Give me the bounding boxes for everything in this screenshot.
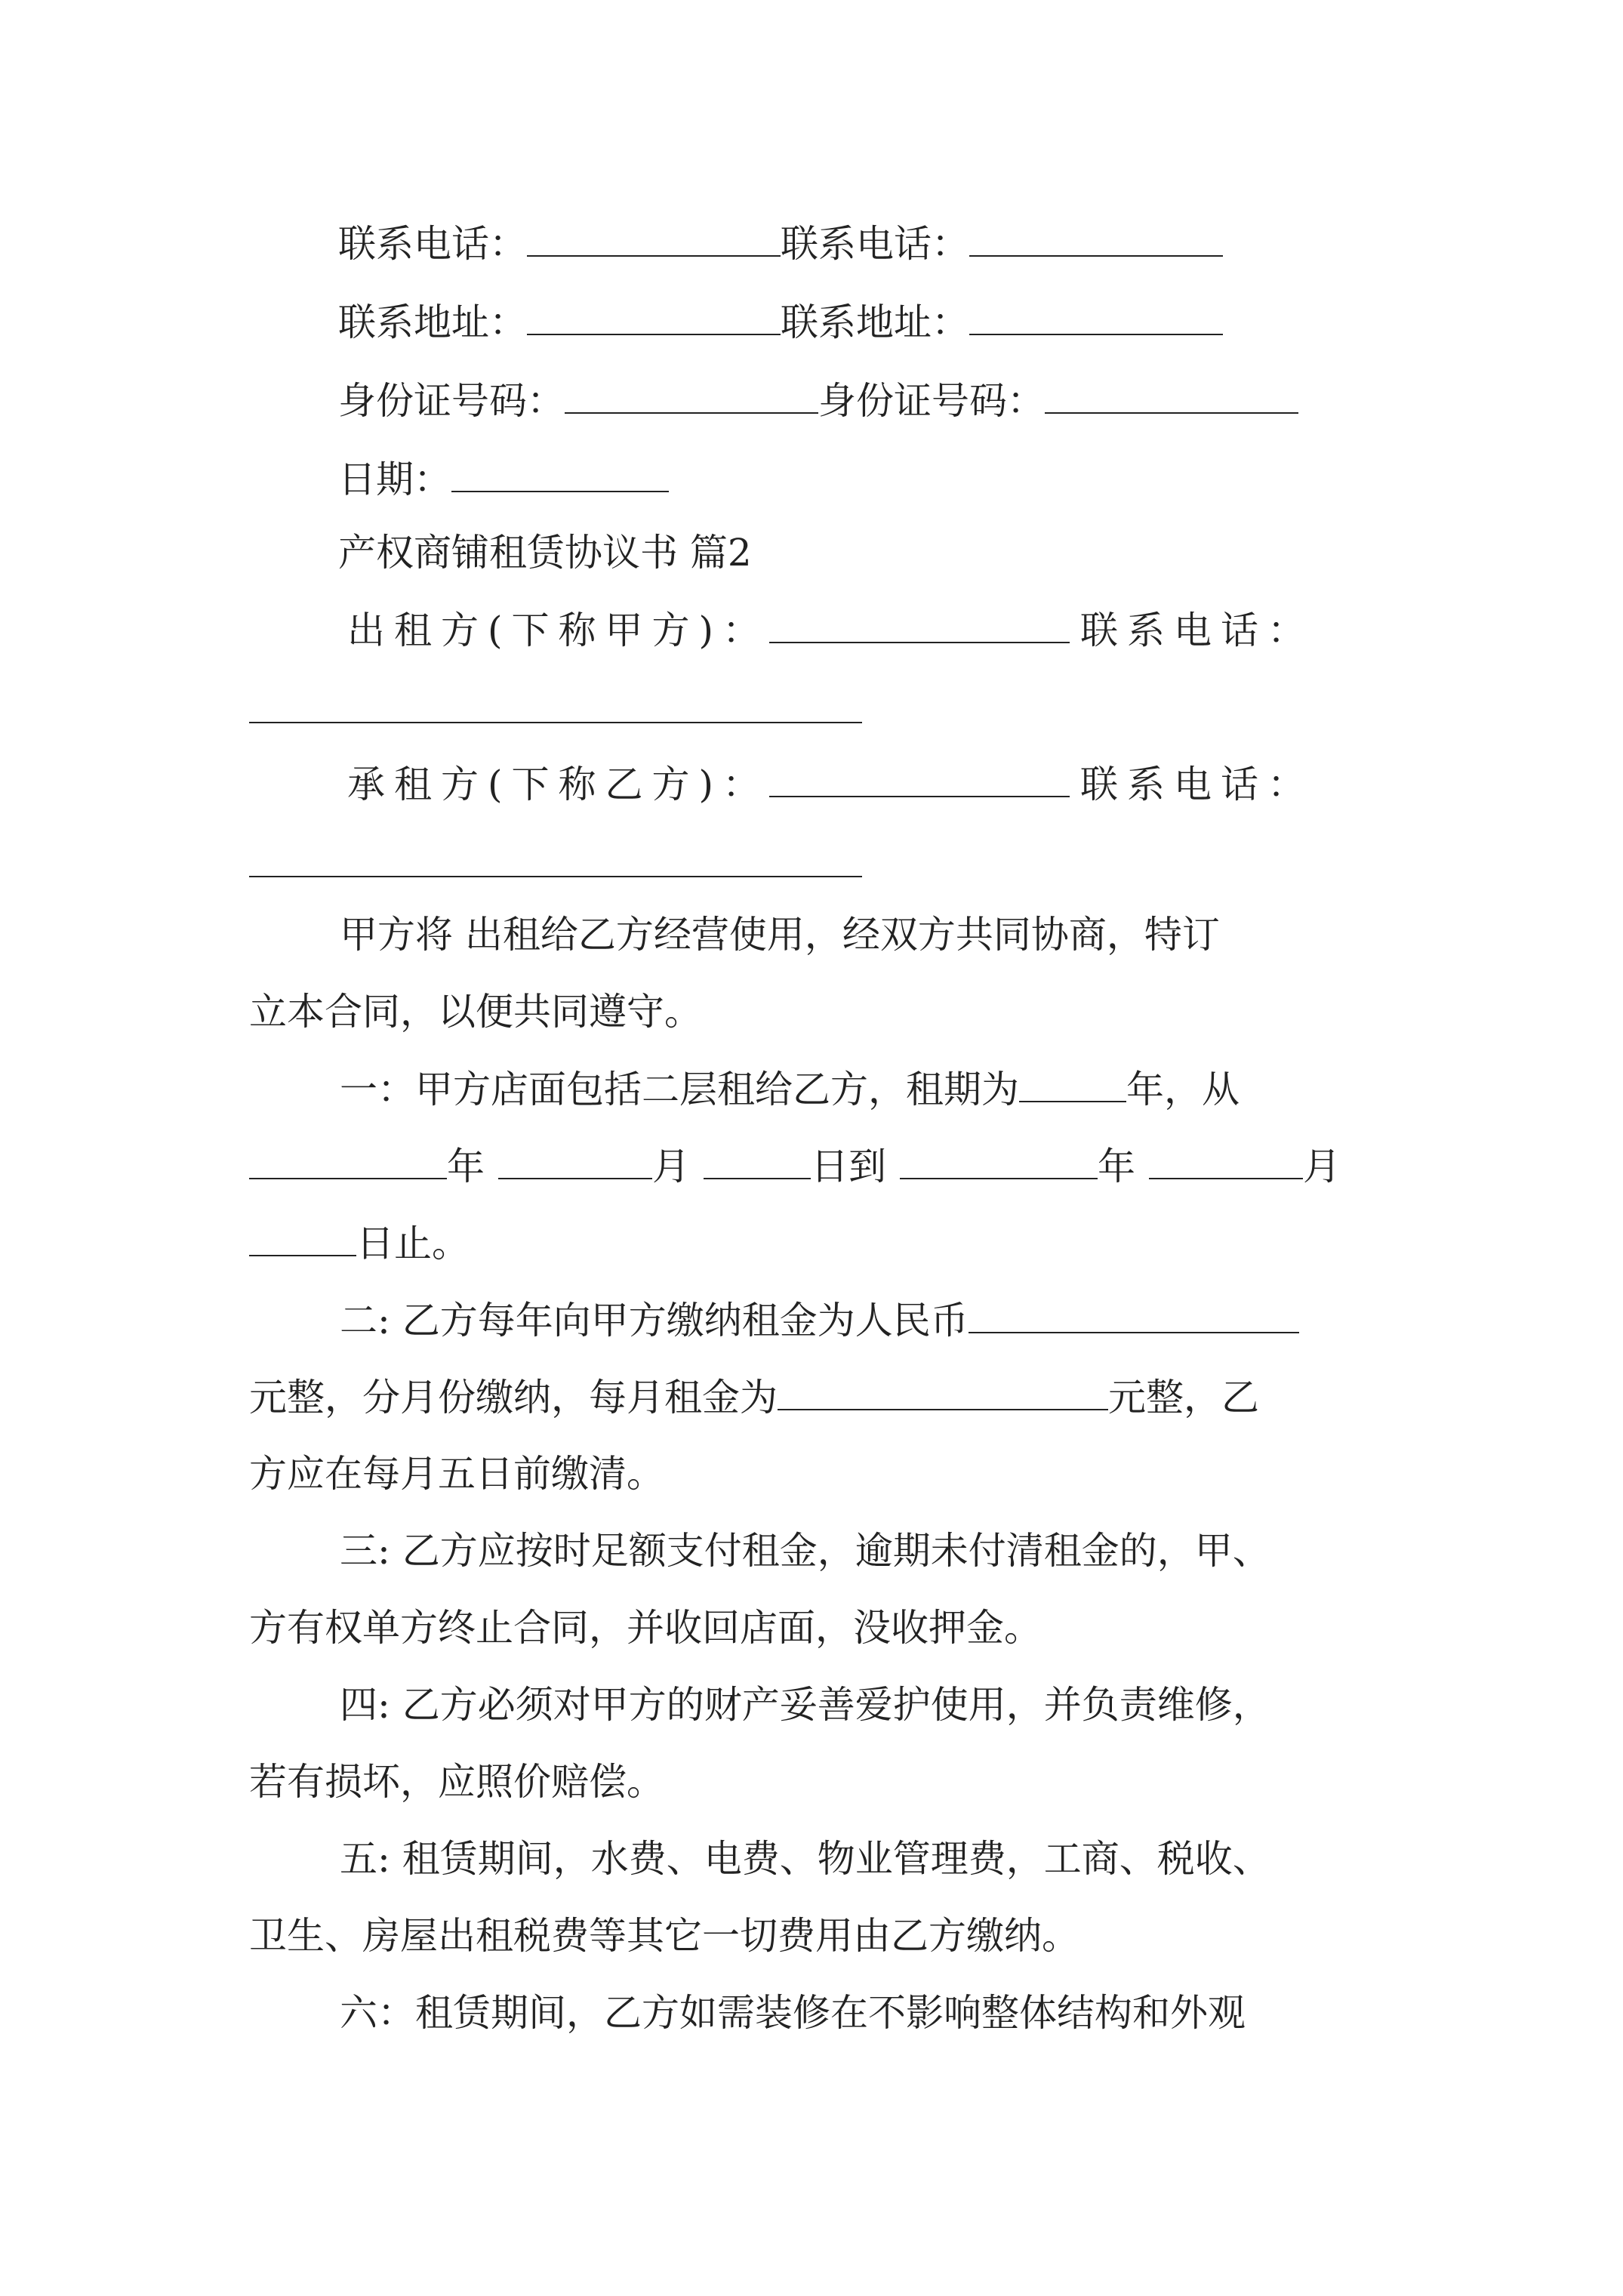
address-blank-party-b [969,299,1223,335]
contact-id-row [338,378,1298,424]
clause-2-text-c: 元整，乙 [1108,1376,1259,1419]
contact-date-row [338,456,669,502]
id-blank-party-b [1045,378,1298,414]
intro-line-1: 甲方将 出租给乙方经营使用，经双方共同协商，特订 [340,913,1220,957]
clause-3-line-2: 方有权单方终止合同，并收回店面，没收押金。 [249,1606,1042,1650]
start-day-blank [704,1143,811,1179]
phone-label-party-b: 联系电话： [781,222,969,266]
start-month-label: 月 [652,1145,690,1188]
clause-1-text-a: 一：甲方店面包括二层租给乙方，租期为 [340,1068,1019,1111]
end-year-label: 年 [1098,1145,1135,1188]
section-title: 产权商铺租赁协议书 篇2 [338,531,752,575]
clause-1-line-2 [249,1143,1341,1189]
clause-1-end-text: 日止。 [356,1222,470,1265]
phone-blank-party-b [969,220,1223,257]
start-day-label: 日到 [811,1145,886,1188]
id-label-party-b: 身份证号码： [818,379,1045,423]
monthly-rent-blank [778,1374,1108,1410]
lessee-name-blank [769,761,1070,797]
clause-1-line-1 [340,1066,1240,1112]
start-year-label: 年 [447,1145,485,1188]
date-blank [451,456,669,492]
lessee-row [347,761,1314,807]
date-label: 日期： [338,458,451,501]
clause-2-text-a: 二: 乙方每年向甲方缴纳租金为人民币 [340,1299,969,1342]
address-blank-party-a [527,299,781,335]
lessee-label: 承租方(下称乙方)： [347,763,770,806]
annual-rent-blank [969,1297,1299,1333]
clause-2-line-3: 方应在每月五日前缴清。 [249,1452,664,1496]
contact-phone-row [338,220,1223,267]
clause-5-line-2: 卫生、房屋出租税费等其它一切费用由乙方缴纳。 [249,1914,1079,1958]
contact-address-row [338,299,1223,345]
id-label-party-a: 身份证号码： [338,379,565,423]
clause-4-line-1: 四: 乙方必须对甲方的财产妥善爱护使用，并负责维修， [340,1683,1270,1727]
id-blank-party-a [565,378,818,414]
clause-2-line-1 [340,1297,1299,1343]
clause-1-text-b: 年，从 [1126,1068,1240,1111]
lessee-phone-blank [249,876,862,877]
end-month-label: 月 [1303,1145,1341,1188]
clause-6-line-1: 六：租赁期间，乙方如需装修在不影响整体结构和外观 [340,1991,1246,2035]
lessor-label: 出租方(下称甲方)： [347,609,770,652]
start-month-blank [498,1143,652,1179]
lessor-name-blank [769,607,1070,643]
phone-blank-party-a [527,220,781,257]
clause-2-text-b: 元整，分月份缴纳，每月租金为 [249,1376,778,1419]
address-label-party-b: 联系地址： [781,300,969,344]
start-year-blank [249,1143,447,1179]
clause-1-line-3 [249,1220,470,1266]
clause-5-line-1: 五: 租赁期间，水费、电费、物业管理费，工商、税收、 [340,1837,1270,1881]
clause-3-line-1: 三: 乙方应按时足额支付租金，逾期未付清租金的，甲、 [340,1529,1270,1573]
end-month-blank [1149,1143,1303,1179]
lessor-row [347,607,1314,653]
end-day-blank [249,1220,356,1256]
lessee-phone-label: 联系电话： [1080,763,1315,806]
lessor-phone-blank [249,722,862,723]
end-year-blank [900,1143,1098,1179]
intro-line-2: 立本合同，以便共同遵守。 [249,990,702,1034]
address-label-party-a: 联系地址： [338,300,527,344]
phone-label-party-a: 联系电话： [338,222,527,266]
lessor-phone-label: 联系电话： [1080,609,1315,652]
clause-2-line-2 [249,1374,1259,1420]
lease-term-blank [1019,1066,1126,1102]
clause-4-line-2: 若有损坏，应照价赔偿。 [249,1760,664,1804]
